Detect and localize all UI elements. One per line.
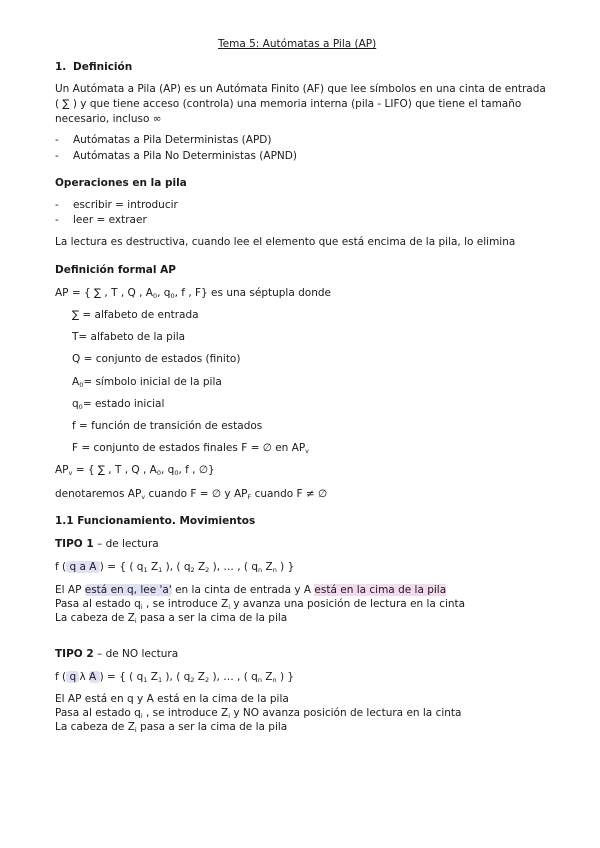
def-a0: $A_0=$ símbolo inicial de la pila [72,376,222,389]
tipo2-function: f ( q λ A ) = { ( $q_1$ $Z_1$ ), ( $q_2$ $Z_2$ ), … , ( $q_n$ $Z_n$ ) } [55,671,295,684]
tipo2-q-highlight: q [66,671,80,683]
formal-definition: AP = { ∑ , T , Q , $A_0$, $q_0$, f , F} es una séptupla donde [55,287,331,300]
def-q: Q = conjunto de estados (finito) [72,353,241,365]
section-heading: Definición [73,61,133,73]
tipo1-line-3: La cabeza de $Z_i$ pasa a ser la cima de la pila [55,612,288,625]
tipo2-line-2: Pasa al estado $q_i$ , se introduce $Z_i$ y NO avanza posición de lectura en la cinta [55,707,462,720]
def-F: F = conjunto de estados finales F = ∅ en $AP_v$ [72,442,310,455]
tipo1-function: f ( q a A ) = { ( $q_1$ $Z_1$ ), ( $q_2$ $Z_2$ ), … , ( $q_n$ $Z_n$ ) } [55,561,295,574]
bullet-dash: - [55,150,59,162]
tipo2-a-highlight: A [89,671,100,683]
subsection-heading: 1.1 Funcionamiento. Movimientos [55,515,256,527]
tipo1-heading: TIPO 1 – de lectura [55,538,159,550]
ops-item: escribir = introducir [73,199,178,211]
denotation: denotaremos $AP_v$ cuando F = ∅ y $AP_F$ cuando F ≠ ∅ [55,488,328,501]
bullet-dash: - [55,199,59,211]
intro-line-1: Un Autómata a Pila (AP) es un Autómata Finito (AF) que lee símbolos en una cinta de entrada [55,83,546,95]
def-t: T= alfabeto de la pila [72,331,186,343]
ops-heading: Operaciones en la pila [55,177,187,189]
tipo1-line-1: El AP está en q, lee 'a' en la cinta de entrada y A está en la cima de la pila [55,584,447,596]
tipo2-line-3: La cabeza de $Z_i$ pasa a ser la cima de la pila [55,721,288,734]
highlight-stack-top: está en la cima de la pila [314,584,447,596]
ops-note: La lectura es destructiva, cuando lee el elemento que está encima de la pila, lo elimina [55,236,516,248]
bullet-dash: - [55,214,59,226]
def-f: f = función de transición de estados [72,420,263,432]
apv-definition: $AP_v$ = { ∑ , T , Q , $A_0$, $q_0$, f , ∅} [55,464,215,477]
bullet-dash: - [55,134,59,146]
intro-line-2: ( ∑ ) y que tiene acceso (controla) una memoria interna (pila - LIFO) que tiene el tamaño [55,98,522,110]
tipo1-line-2: Pasa al estado $q_i$ , se introduce $Z_i$ y avanza una posición de lectura en la cinta [55,598,466,611]
tipo2-heading: TIPO 2 – de NO lectura [55,648,179,660]
formal-heading: Definición formal AP [55,264,176,276]
intro-line-3: necesario, incluso ∞ [55,113,162,125]
ops-item: leer = extraer [73,214,147,226]
tipo2-line-1: El AP está en q y A está en la cima de la pila [55,693,289,705]
highlight-state: está en q, lee 'a' [84,584,172,596]
tipo1-args-highlight: q a A [66,561,100,573]
type-item: Autómatas a Pila Deterministas (APD) [73,134,272,146]
def-q0: $q_0=$ estado inicial [72,398,165,411]
page-title: Tema 5: Autómatas a Pila (AP) [218,38,377,50]
def-sigma: ∑ = alfabeto de entrada [72,309,199,321]
section-number: 1. [55,61,67,73]
type-item: Autómatas a Pila No Deterministas (APND) [73,150,297,162]
